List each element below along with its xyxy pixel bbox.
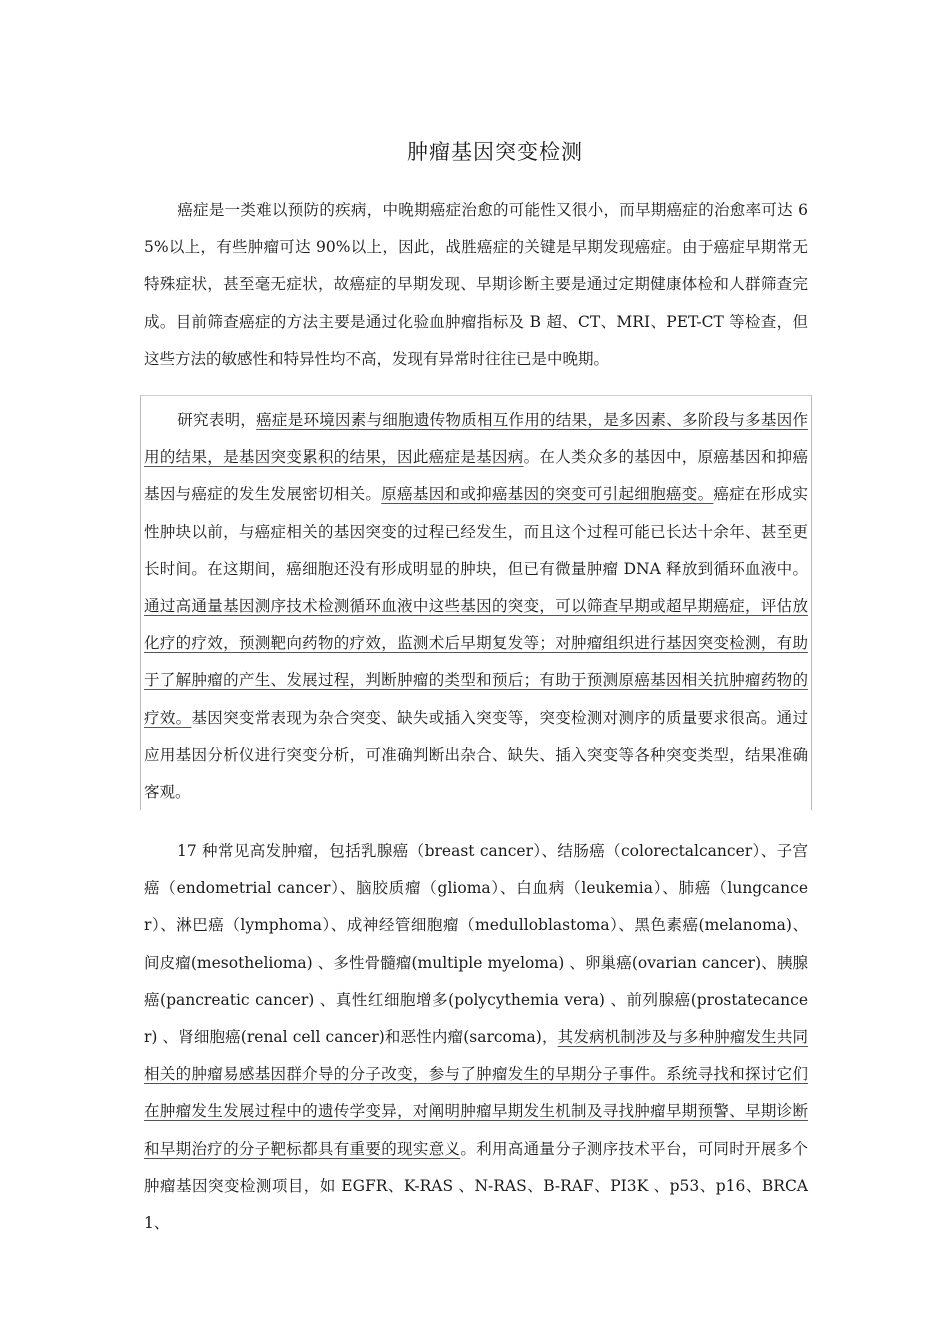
tumor-text-1: 17 种常见高发肿瘤，包括乳腺癌（breast cancer）、结肠癌（colorectalcancer）、子宫癌（endometrial cancer）、脑胶质瘤（glioma）、白血病（leukemia）、肺癌（lungcancer）、淋巴癌（lymphoma）、成神经管细胞瘤（medulloblastoma）、黑色素癌(melanoma)、间皮瘤(mesothelioma) 、多性骨髓瘤(multiple myeloma) 、卵巢癌(ovarian cancer)、胰腺癌(pancreatic cancer) 、真性红细胞增多(polycythemia vera) 、前列腺癌(prostatecancer) 、肾细胞癌(renal cell cancer)和恶性内瘤(sarcoma)， — [144, 842, 808, 1047]
tumor-text-2: 。利用高通量分子测序技术平台，可同时开展多个肿瘤基因突变检测项目，如 EGFR、K-RAS 、N-RAS、B-RAF、PI3K 、p53、p16、BRCA1、 — [144, 1139, 808, 1233]
research-underlined-3: 通过高通量基因测序技术检测循环血液中这些基因的突变，可以筛查早期或超早期癌症，评估放化疗的疗效，预测靶向药物的疗效，监测术后早期复发等；对肿瘤组织进行基因突变检测，有助于了解肿瘤的产生、发展过程，判断肿瘤的类型和预后；有助于预测原癌基因相关抗肿瘤药物的疗效。 — [144, 597, 808, 727]
tumor-underlined-1: 其发病机制涉及与多种肿瘤发生共同相关的肿瘤易感基因群介导的分子改变，参与了肿瘤发生的早期分子事件。系统寻找和探讨它们在肿瘤发生发展过程中的遗传学变异，对阐明肿瘤早期发生机制及寻找肿瘤早期预警、早期诊断和早期治疗的分子靶标都具有重要的现实意义 — [144, 1028, 808, 1158]
paragraph-tumor-types — [144, 833, 808, 1242]
research-text-4: 基因突变常表现为杂合突变、缺失或插入突变等，突变检测对测序的质量要求很高。通过应用基因分析仪进行突变分析，可准确判断出杂合、缺失、插入突变等各种突变类型，结果准确客观。 — [144, 708, 808, 802]
research-underlined-1: 癌症是环境因素与细胞遗传物质相互作用的结果，是多因素、多阶段与多基因作用的结果，是基因突变累积的结果，因此癌症是基因病 — [144, 411, 808, 467]
document-title: 肿瘤基因突变检测 — [407, 140, 583, 164]
paragraph-intro-text: 癌症是一类难以预防的疾病，中晚期癌症治愈的可能性又很小，而早期癌症的治愈率可达 65%以上，有些肿瘤可达 90%以上，因此，战胜癌症的关键是早期发现癌症。由于癌症早期常无特殊症状，甚至毫无症状，故癌症的早期发现、早期诊断主要是通过定期健康体检和人群筛查完成。目前筛查癌症的方法主要是通过化验血肿瘤指标及 B 超、CT、MRI、PET-CT 等检查，但这些方法的敏感性和特异性均不高，发现有异常时往往已是中晚期。 — [144, 201, 808, 368]
research-text-3: 癌症在形成实性肿块以前，与癌症相关的基因突变的过程已经发生，而且这个过程可能已长达十余年、甚至更长时间。在这期间，癌细胞还没有形成明显的肿块，但已有微量肿瘤 DNA 释放到循环血液中。 — [144, 485, 808, 578]
research-text-1: 研究表明， — [177, 411, 257, 429]
paragraph-intro — [144, 192, 808, 378]
paragraph-research — [144, 402, 808, 811]
research-text-2: 。在人类众多的基因中，原癌基因和抑癌基因与癌症的发生发展密切相关。 — [144, 448, 808, 504]
research-underlined-2: 原癌基因和或抑癌基因的突变可引起细胞癌变。 — [381, 485, 714, 504]
